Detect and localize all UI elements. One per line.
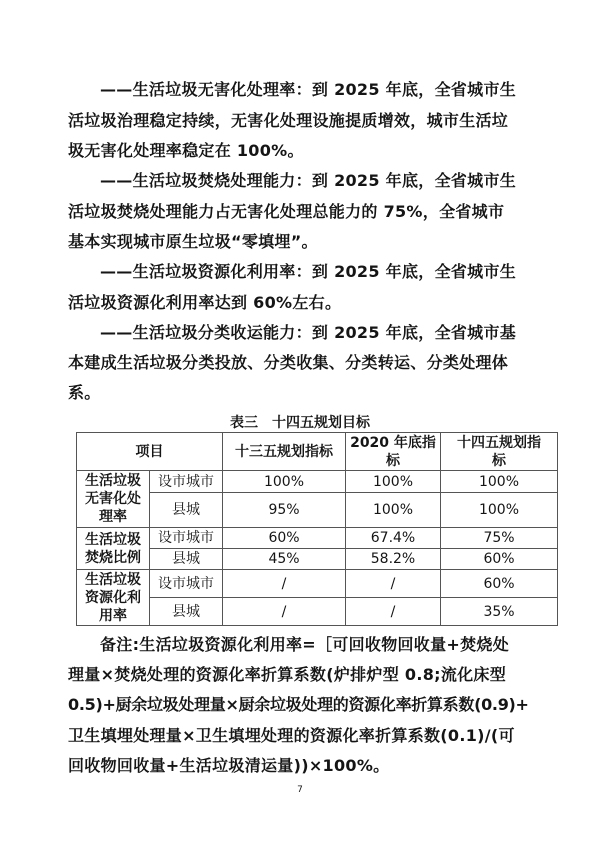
header-cell: 2020 年底指标: [346, 433, 441, 471]
table-row: [77, 493, 558, 528]
text-line: ——生活垃圾资源化利用率：到 2025 年底，全省城市生: [100, 262, 517, 281]
note-line: 备注:生活垃圾资源化利用率=［可回收物回收量+焚烧处: [100, 635, 510, 654]
table-header-row: [77, 433, 558, 471]
text-line: 圾无害化处理率稳定在 100%。: [68, 141, 304, 160]
text-line: ——生活垃圾无害化处理率：到 2025 年底，全省城市生: [100, 80, 517, 99]
text-line: 基本实现城市原生垃圾“零填埋”。: [68, 232, 318, 251]
note-line: 回收物回收量+生活垃圾清运量))×100%。: [68, 756, 390, 775]
text-line: ——生活垃圾分类收运能力：到 2025 年底，全省城市基: [100, 323, 517, 342]
table-cell: 县城: [150, 493, 223, 528]
table-caption: 表三 十四五规划目标: [230, 415, 370, 431]
text-line: 活垃圾资源化利用率达到 60%左右。: [68, 293, 342, 312]
table-cell: 35%: [441, 598, 558, 626]
text-line: 活垃圾焚烧处理能力占无害化处理总能力的 75%，全省城市: [68, 202, 505, 221]
table-row: [77, 471, 558, 493]
table-cell: 100%: [346, 471, 441, 493]
group-cell: 生活垃圾焚烧比例: [77, 528, 150, 570]
table-cell: 100%: [441, 471, 558, 493]
text-line: 本建成生活垃圾分类投放、分类收集、分类转运、分类处理体: [68, 353, 509, 372]
page-number: 7: [297, 785, 303, 795]
table-cell: 95%: [223, 493, 346, 528]
text-line: 系。: [68, 383, 101, 402]
table-row: [77, 528, 558, 549]
text-line: ——生活垃圾焚烧处理能力：到 2025 年底，全省城市生: [100, 171, 517, 190]
table-cell: 60%: [441, 549, 558, 570]
note-line: 0.5)+厨余垃圾处理量×厨余垃圾处理的资源化率折算系数(0.9)+: [68, 695, 529, 714]
table-cell: 60%: [223, 528, 346, 549]
note-line: 卫生填埋处理量×卫生填埋处理的资源化率折算系数(0.1)/(可: [68, 726, 515, 745]
table-cell: /: [223, 598, 346, 626]
group-cell: 生活垃圾无害化处理率: [77, 471, 150, 528]
table-cell: /: [223, 570, 346, 598]
note-line: 理量×焚烧处理的资源化率折算系数(炉排炉型 0.8;流化床型: [68, 665, 507, 684]
header-cell: 十三五规划指标: [223, 433, 346, 471]
header-cell: 十四五规划指标: [441, 433, 558, 471]
table-cell: /: [346, 570, 441, 598]
table-row: [77, 598, 558, 626]
table-cell: /: [346, 598, 441, 626]
header-cell: 项目: [77, 433, 223, 471]
table-cell: 设市城市: [150, 471, 223, 493]
table-cell: 58.2%: [346, 549, 441, 570]
table-cell: 县城: [150, 549, 223, 570]
table-cell: 100%: [441, 493, 558, 528]
table-row: [77, 570, 558, 598]
table-cell: 45%: [223, 549, 346, 570]
table-cell: 100%: [346, 493, 441, 528]
table-cell: 60%: [441, 570, 558, 598]
text-line: 活垃圾治理稳定持续，无害化处理设施提质增效，城市生活垃: [68, 111, 509, 130]
table-cell: 100%: [223, 471, 346, 493]
table-cell: 县城: [150, 598, 223, 626]
table-cell: 设市城市: [150, 570, 223, 598]
table-cell: 75%: [441, 528, 558, 549]
group-cell: 生活垃圾资源化利用率: [77, 570, 150, 626]
table-cell: 设市城市: [150, 528, 223, 549]
planning-targets-table: [76, 432, 558, 626]
table-cell: 67.4%: [346, 528, 441, 549]
table-row: [77, 549, 558, 570]
